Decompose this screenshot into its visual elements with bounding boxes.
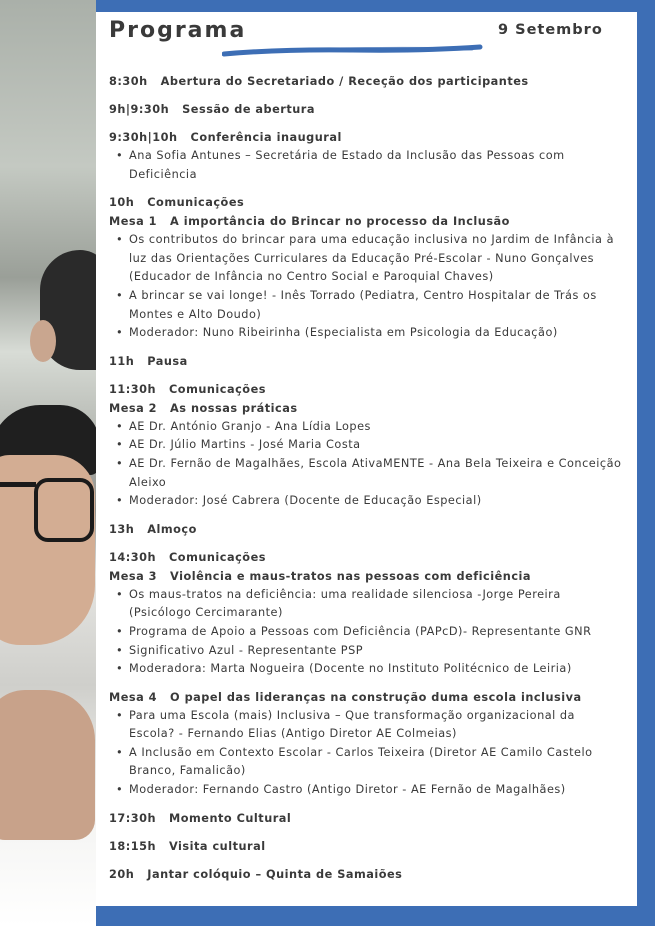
top-accent-bar bbox=[96, 0, 655, 12]
list-item: • AE Dr. António Granjo - Ana Lídia Lopes bbox=[109, 418, 624, 437]
session-time: 20h bbox=[109, 867, 135, 881]
panel-heading bbox=[109, 567, 624, 586]
session-title: Pausa bbox=[147, 354, 188, 368]
schedule-item bbox=[109, 380, 624, 511]
page-title: Programa bbox=[109, 18, 247, 43]
list-item: • Os contributos do brincar para uma educação inclusiva no Jardim de Infância à luz das Orientações Curriculares da Educação Pré-Escolar - Nuno Gonçalves (Educador de Infância no Centro Social e Paroquial Chaves) bbox=[109, 231, 624, 287]
schedule-item bbox=[109, 128, 624, 184]
panel-title: Violência e maus-tratos nas pessoas com deficiência bbox=[170, 569, 532, 583]
schedule-item bbox=[109, 352, 624, 371]
schedule-item bbox=[109, 72, 624, 91]
list-item: • AE Dr. Júlio Martins - José Maria Costa bbox=[109, 436, 624, 455]
session-heading bbox=[109, 72, 624, 91]
bottom-accent-bar bbox=[96, 906, 655, 926]
session-title: Abertura do Secretariado / Receção dos participantes bbox=[160, 75, 529, 88]
session-time: 9:30h|10h bbox=[109, 131, 178, 144]
session-time: 14:30h bbox=[109, 550, 157, 564]
schedule-item bbox=[109, 865, 624, 884]
session-heading bbox=[109, 380, 624, 399]
list-item: • A Inclusão em Contexto Escolar - Carlos Teixeira (Diretor AE Camilo Castelo Branco, Famalicão) bbox=[109, 744, 624, 781]
panel-title: O papel das lideranças na construção duma escola inclusiva bbox=[170, 690, 582, 704]
schedule-item bbox=[109, 520, 624, 539]
panel-heading bbox=[109, 399, 624, 418]
session-title: Conferência inaugural bbox=[190, 131, 342, 144]
list-item: • Para uma Escola (mais) Inclusiva – Que transformação organizacional da Escola? - Fernando Elias (Antigo Diretor AE Colmeias) bbox=[109, 707, 624, 744]
session-heading bbox=[109, 128, 624, 147]
panel-number: Mesa 2 bbox=[109, 401, 158, 415]
session-title: Comunicações bbox=[147, 196, 245, 210]
session-heading bbox=[109, 809, 624, 828]
speaker-list bbox=[109, 231, 624, 343]
list-item: • Programa de Apoio a Pessoas com Deficiência (PAPcD)- Representante GNR bbox=[109, 623, 624, 642]
session-heading bbox=[109, 548, 624, 567]
photo-arm bbox=[0, 690, 95, 840]
brush-stroke-underline bbox=[222, 42, 484, 60]
schedule-item bbox=[109, 809, 624, 828]
session-heading bbox=[109, 865, 624, 884]
speaker-list bbox=[109, 707, 624, 800]
panel-heading bbox=[109, 688, 624, 707]
schedule-item bbox=[109, 688, 624, 800]
session-title: Visita cultural bbox=[169, 839, 266, 853]
schedule-item bbox=[109, 100, 624, 119]
panel-title: A importância do Brincar no processo da Inclusão bbox=[170, 215, 510, 229]
session-heading bbox=[109, 520, 624, 539]
schedule-item bbox=[109, 548, 624, 679]
session-time: 11h bbox=[109, 354, 135, 368]
panel-heading bbox=[109, 212, 624, 231]
session-title: Comunicações bbox=[169, 382, 266, 396]
list-item: • AE Dr. Fernão de Magalhães, Escola AtivaMENTE - Ana Bela Teixeira e Conceição Aleixo bbox=[109, 455, 624, 492]
list-item: • Ana Sofia Antunes – Secretária de Estado da Inclusão das Pessoas com Deficiência bbox=[109, 147, 624, 184]
panel-title: As nossas práticas bbox=[170, 401, 298, 415]
photo-ear bbox=[30, 320, 56, 362]
session-time: 18:15h bbox=[109, 839, 157, 853]
list-item: • Moderador: Nuno Ribeirinha (Especialista em Psicologia da Educação) bbox=[109, 324, 624, 343]
students-photo bbox=[0, 0, 96, 926]
session-heading bbox=[109, 193, 624, 212]
list-item: • Moderador: José Cabrera (Docente de Educação Especial) bbox=[109, 492, 624, 511]
list-item: • Moderador: Fernando Castro (Antigo Diretor - AE Fernão de Magalhães) bbox=[109, 781, 624, 800]
session-title: Momento Cultural bbox=[169, 811, 292, 825]
speaker-list bbox=[109, 586, 624, 679]
session-time: 10h bbox=[109, 196, 135, 210]
session-heading bbox=[109, 837, 624, 856]
program-schedule bbox=[109, 72, 624, 893]
schedule-item bbox=[109, 193, 624, 343]
session-title: Almoço bbox=[147, 522, 197, 536]
session-time: 11:30h bbox=[109, 382, 157, 396]
photo-glasses-arm bbox=[0, 482, 36, 487]
session-heading bbox=[109, 100, 624, 119]
list-item: • A brincar se vai longe! - Inês Torrado (Pediatra, Centro Hospitalar de Trás os Montes e Alto Doudo) bbox=[109, 287, 624, 324]
session-heading bbox=[109, 352, 624, 371]
session-time: 17:30h bbox=[109, 811, 157, 825]
schedule-item bbox=[109, 837, 624, 856]
list-item: • Significativo Azul - Representante PSP bbox=[109, 642, 624, 661]
session-time: 8:30h bbox=[109, 75, 148, 88]
speaker-list bbox=[109, 147, 624, 184]
session-title: Jantar colóquio – Quinta de Samaiões bbox=[147, 867, 403, 881]
speaker-list bbox=[109, 418, 624, 511]
list-item: • Os maus-tratos na deficiência: uma realidade silenciosa -Jorge Pereira (Psicólogo Cercimarante) bbox=[109, 586, 624, 623]
right-accent-bar bbox=[637, 0, 655, 926]
panel-number: Mesa 4 bbox=[109, 690, 158, 704]
session-title: Comunicações bbox=[169, 550, 266, 564]
panel-number: Mesa 1 bbox=[109, 215, 158, 229]
event-date: 9 Setembro bbox=[498, 22, 603, 38]
session-time: 9h|9:30h bbox=[109, 103, 170, 116]
session-time: 13h bbox=[109, 522, 135, 536]
list-item: • Moderadora: Marta Nogueira (Docente no Instituto Politécnico de Leiria) bbox=[109, 660, 624, 679]
photo-glasses bbox=[34, 478, 94, 542]
session-title: Sessão de abertura bbox=[182, 103, 315, 116]
panel-number: Mesa 3 bbox=[109, 569, 158, 583]
